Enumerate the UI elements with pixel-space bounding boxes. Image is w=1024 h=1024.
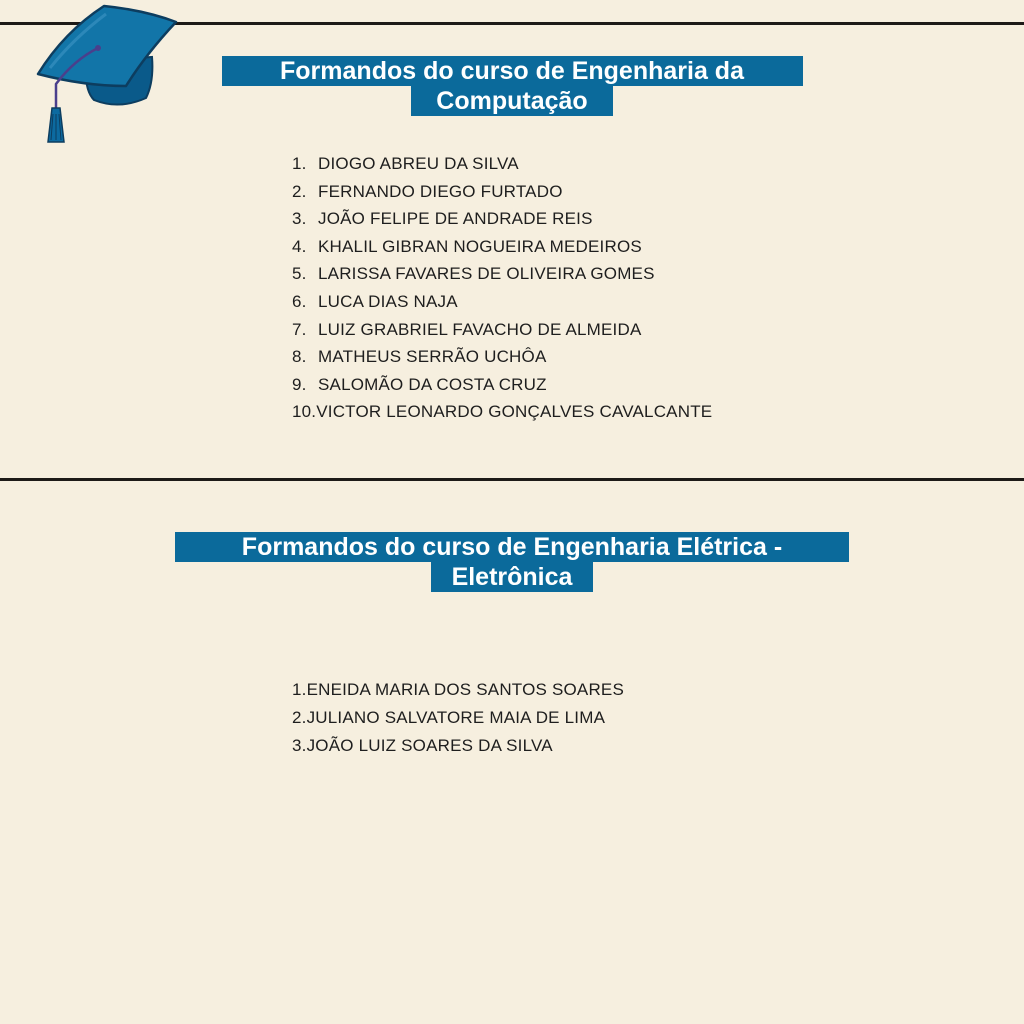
- list-item-name: MATHEUS SERRÃO UCHÔA: [318, 347, 547, 367]
- section1-title-line2: Computação: [411, 86, 613, 116]
- list-item-number: 3.: [292, 209, 307, 229]
- list-item: [292, 732, 624, 760]
- list-item: [292, 371, 712, 399]
- list-item-number: 1.: [292, 680, 307, 699]
- section2-graduate-list: [292, 676, 624, 760]
- list-item-number: 10.: [292, 402, 317, 422]
- list-item-name: LUIZ GRABRIEL FAVACHO DE ALMEIDA: [318, 319, 642, 339]
- list-item-number: 2.: [292, 181, 307, 201]
- section1-graduate-list: [292, 150, 712, 426]
- list-item-name: KHALIL GIBRAN NOGUEIRA MEDEIROS: [318, 236, 642, 256]
- list-item: [292, 316, 712, 344]
- list-item-name: SALOMÃO DA COSTA CRUZ: [318, 374, 547, 394]
- list-item-number: 3.: [292, 736, 307, 755]
- list-item-name: JULIANO SALVATORE MAIA DE LIMA: [306, 708, 606, 727]
- list-item: [292, 676, 624, 704]
- list-item-number: 9.: [292, 374, 307, 394]
- list-item-name: ENEIDA MARIA DOS SANTOS SOARES: [306, 680, 625, 699]
- list-item-number: 6.: [292, 291, 307, 311]
- list-item: [292, 343, 712, 371]
- list-item-number: 7.: [292, 319, 307, 339]
- list-item: [292, 704, 624, 732]
- section2-title-line1: Formandos do curso de Engenharia Elétrica -: [175, 532, 849, 562]
- list-item-name: LUCA DIAS NAJA: [318, 291, 458, 311]
- list-item-number: 2.: [292, 708, 307, 727]
- list-item-name: JOÃO LUIZ SOARES DA SILVA: [306, 736, 553, 755]
- list-item-number: 5.: [292, 264, 307, 284]
- list-item-name: FERNANDO DIEGO FURTADO: [318, 181, 563, 201]
- list-item: [292, 233, 712, 261]
- list-item-number: 1.: [292, 154, 307, 173]
- list-item-name: DIOGO ABREU DA SILVA: [318, 154, 519, 173]
- list-item-number: 8.: [292, 347, 307, 367]
- section2-title: [0, 532, 1024, 592]
- section1-title: [0, 56, 1024, 116]
- list-item: [292, 398, 712, 426]
- list-item: [292, 288, 712, 316]
- section-divider: [0, 478, 1024, 481]
- list-item: [292, 260, 712, 288]
- list-item-name: JOÃO FELIPE DE ANDRADE REIS: [318, 209, 593, 229]
- list-item: [292, 150, 712, 178]
- section2-title-line2: Eletrônica: [431, 562, 593, 592]
- list-item: [292, 205, 712, 233]
- list-item-number: 4.: [292, 236, 307, 256]
- list-item-name: LARISSA FAVARES DE OLIVEIRA GOMES: [318, 264, 655, 284]
- list-item-name: VICTOR LEONARDO GONÇALVES CAVALCANTE: [316, 402, 713, 422]
- list-item: [292, 178, 712, 206]
- section1-title-line1: Formandos do curso de Engenharia da: [222, 56, 803, 86]
